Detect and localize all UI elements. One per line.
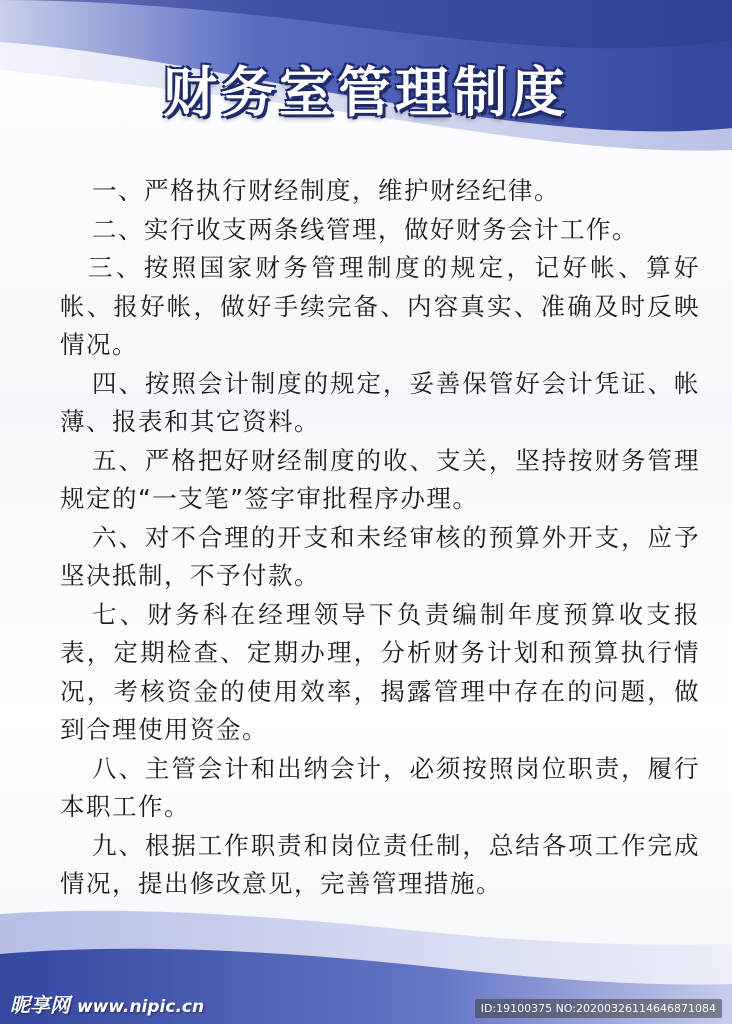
rules-list [60,172,700,904]
watermark-logo-text: 昵享网 [10,993,70,1017]
rule-item: 二、实行收支两条线管理，做好财务会计工作。 [92,214,638,244]
page-title: 财务室管理制度 [163,61,569,124]
watermark-site: www.nipic.cn [76,997,205,1017]
rule-item: 六、对不合理的开支和未经审核的预算外开支，应予坚决抵制，不予付款。 [60,522,700,590]
rule-item: 八、主管会计和出纳会计，必须按照岗位职责，履行本职工作。 [60,753,700,821]
rule-item: 四、按照会计制度的规定，妥善保管好会计凭证、帐薄、报表和其它资料。 [60,368,700,436]
rule-item: 五、严格把好财经制度的收、支关，坚持按财务管理规定的“一支笔”签字审批程序办理。 [60,445,700,513]
rule-item: 七、财务科在经理领导下负责编制年度预算收支报表，定期检查、定期办理，分析财务计划和预算执行情况，考核资金的使用效率，揭露管理中存在的问题，做到合理使用资金。 [60,599,700,744]
image-id-label: ID:19100375 NO:20200326114646871084 [475,999,722,1018]
rule-item: 一、严格执行财经制度，维护财经纪律。 [92,176,560,205]
rule-item: 三、按照国家财务管理制度的规定，记好帐、算好帐、报好帐，做好手续完备、内容真实、准确及时反映情况。 [60,253,700,359]
watermark-logo [10,989,204,1018]
rule-item: 九、根据工作职责和岗位责任制，总结各项工作完成情况，提出修改意见，完善管理措施。 [60,830,700,898]
